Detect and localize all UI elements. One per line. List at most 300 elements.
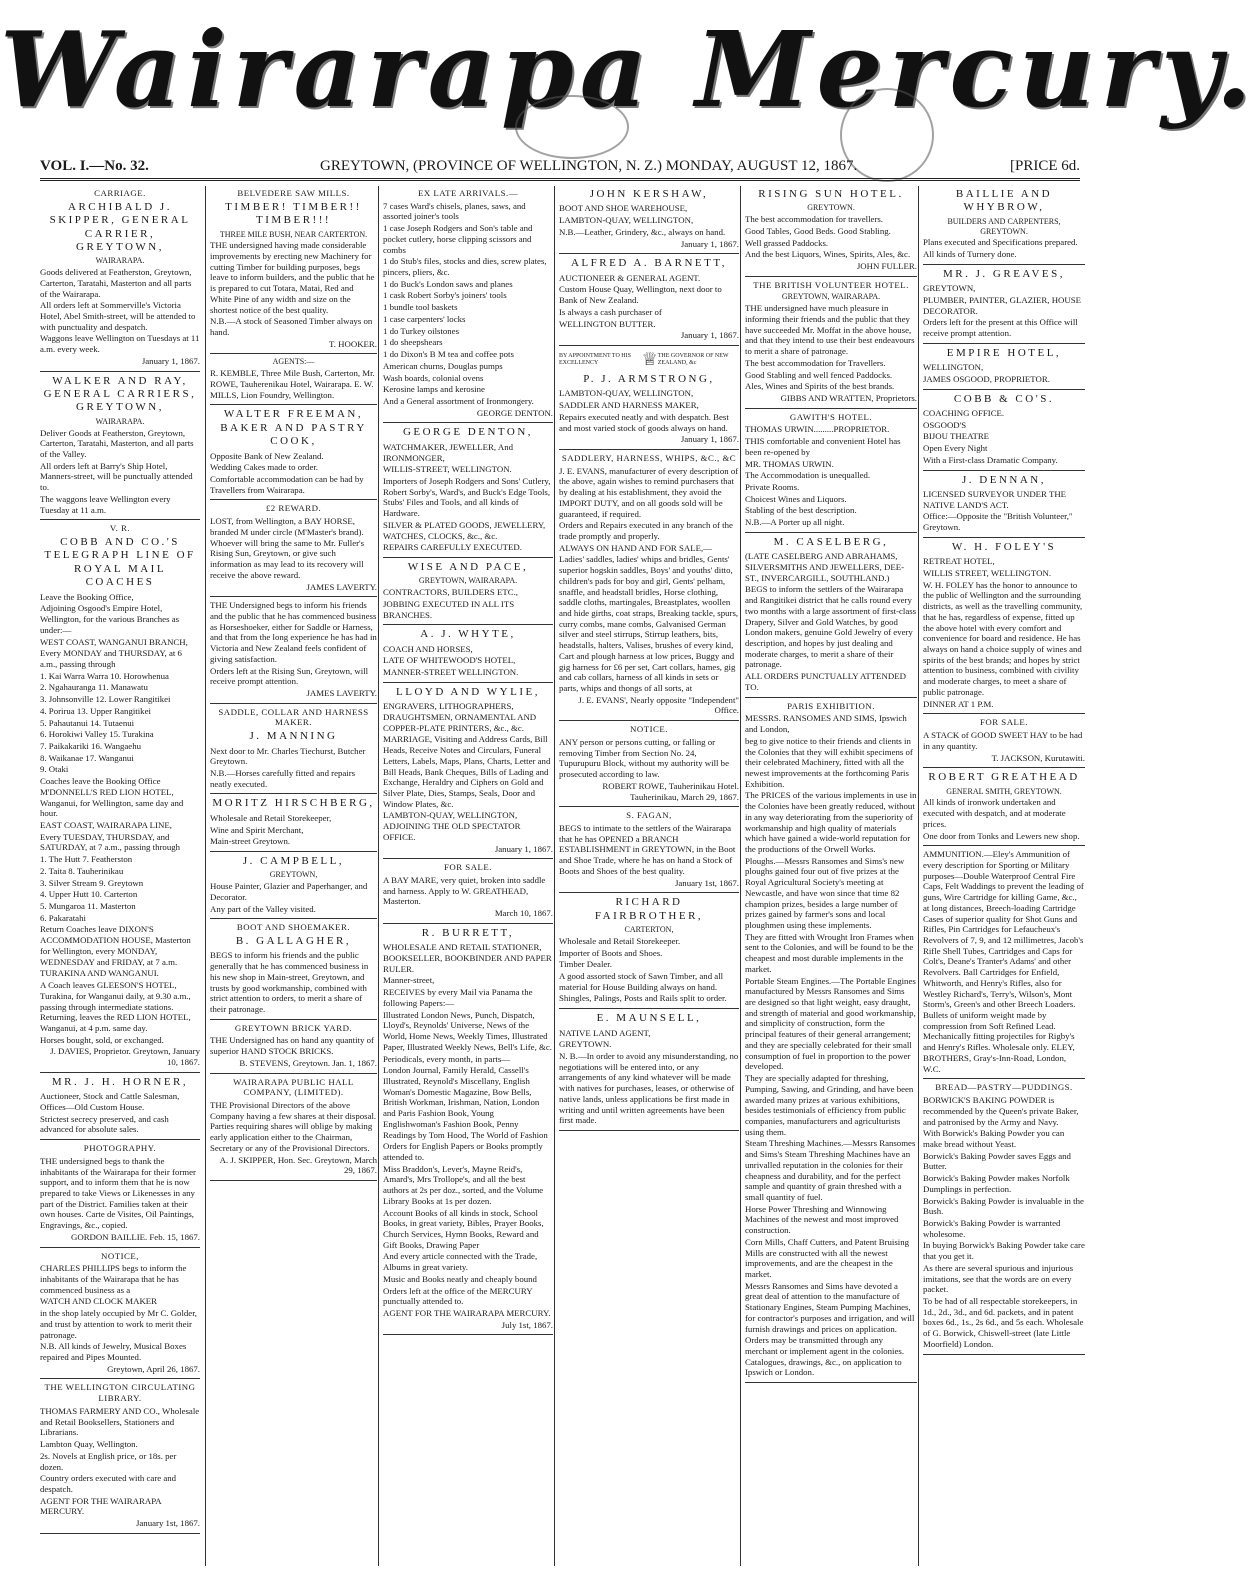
ad-paragraph: Wash boards, colonial ovens: [383, 372, 484, 383]
ad-paragraph: 5. Pahautanui 14. Tutaenui: [40, 717, 135, 728]
ad-paragraph: LAMBTON-QUAY, WELLINGTON,: [559, 388, 694, 399]
advertisement: [923, 393, 1085, 471]
ad-paragraph: WELLINGTON BUTTER.: [559, 318, 656, 329]
ad-paragraph: beg to give notice to their friends and clients in the Colonies that they will exhibit specimens of their celebrated Machinery, fitted with all the newest improvements at the forthcoming Paris Exhibition.: [745, 735, 913, 789]
royal-arms-icon: ♕: [641, 349, 658, 369]
ad-title: R. BURRETT,: [421, 926, 515, 939]
advertisement: [923, 347, 1085, 390]
ad-paragraph: 6. Horokiwi Valley 15. Turakina: [40, 729, 154, 740]
advertisement: [383, 628, 553, 683]
ad-paragraph: N.B.—A Porter up all night.: [745, 517, 845, 528]
ad-paragraph: Orders and Repairs executed in any branch of the trade promptly and properly.: [559, 520, 733, 541]
ad-paragraph: N. B.—In order to avoid any misunderstanding, no negotiations will be entered into, or any arrangements of any kind whatever will be made with natives for purchases, leases, or otherwise of native lands, unless applications be first made in writing and until written agreements have been first made.: [559, 1050, 739, 1126]
advertisement: [923, 268, 1085, 344]
ad-heading: BREAD—PASTRY—PUDDINGS.: [935, 1082, 1073, 1093]
ad-paragraph: Illustrated London News, Punch, Dispatch, Lloyd's, Reynolds' Universe, News of the World, Home News, Weekly Times, Illustrated Paper, Illustrated Weekly News, Bell's Life, &c.: [383, 1009, 552, 1052]
ad-heading: WAIRARAPA PUBLIC HALL COMPANY, (LIMITED).: [233, 1076, 354, 1098]
ad-heading: GAWITH'S HOTEL.: [789, 411, 873, 422]
ad-paragraph: WATCH AND CLOCK MAKER: [40, 1296, 158, 1307]
ad-paragraph: Office:—Opposite the "British Volunteer," Greytown.: [923, 511, 1073, 533]
ad-signature: GORDON BAILLIE. Feb. 15, 1867.: [70, 1231, 200, 1242]
ad-paragraph: And the best Liquors, Wines, Spirits, Ales, &c.: [745, 249, 911, 260]
ad-paragraph: Adjoining Osgood's Empire Hotel, Wellington, for the various Branches as under:—: [40, 603, 180, 635]
ad-paragraph: WILLIS-STREET, WELLINGTON.: [383, 464, 512, 475]
ad-paragraph: Deliver Goods at Featherston, Greytown, Carterton, Taratahi, Masterton, and all parts of the Valley.: [40, 427, 194, 459]
ad-paragraph: 1. The Hutt 7. Featherston: [40, 854, 133, 865]
ad-title: BAILLIE AND WHYBROW,: [955, 188, 1053, 214]
ad-paragraph: THE Provisional Directors of the above Company having a few shares at their disposal. Parties requiring shares will oblige by making early application either to the Chairman, Secretary or any of the Provisional Directors.: [210, 1100, 377, 1153]
dateline: [40, 156, 1080, 181]
ad-paragraph: 2s. Novels at English price, or 18s. per dozen.: [40, 1450, 177, 1472]
ad-paragraph: A STACK of GOOD SWEET HAY to be had in any quantity.: [923, 730, 1083, 751]
ad-signature: January 1st, 1867.: [674, 877, 739, 888]
ad-subtitle: THREE MILE BUSH, NEAR CARTERTON.: [219, 229, 368, 239]
price: [PRICE 6d.: [1009, 158, 1080, 174]
ad-paragraph: Comfortable accommodation can be had by Travellers from Wairarapa.: [210, 474, 364, 495]
ad-paragraph: Miss Braddon's, Lever's, Mayne Reid's, Amard's, Mrs Trollope's, and all the best authors at 2s per doz., sorted, and the Volume Library Books at 1s per dozen.: [383, 1163, 544, 1206]
ad-paragraph: AGENT FOR THE WAIRARAPA MERCURY.: [40, 1495, 162, 1517]
ad-paragraph: 1. Kai Warra Warra 10. Horowhenua: [40, 670, 169, 681]
ad-paragraph: PLUMBER, PAINTER, GLAZIER, HOUSE DECORATOR.: [923, 294, 1082, 316]
ad-title: J. MANNING: [249, 730, 338, 743]
ad-paragraph: A good assorted stock of Sawn Timber, and all material for House Building always on hand.: [559, 970, 724, 992]
ad-paragraph: 6. Pakaratahi: [40, 912, 86, 923]
advertisement: [40, 375, 200, 521]
ad-paragraph: Horse Power Threshing and Winnowing Machines of the newest and most improved construction.: [745, 1203, 899, 1236]
ad-paragraph: J. E. EVANS, manufacturer of every description of the above, again wishes to remind purchasers that by dealing at his establishment, they avoid the IMPORT DUTY, and on all goods sold will be guaranteed, if required.: [559, 465, 739, 519]
ad-paragraph: MANNER-STREET WELLINGTON.: [383, 667, 519, 678]
ad-paragraph: Good Tables, Good Beds. Good Stabling.: [745, 225, 891, 236]
ad-paragraph: NATIVE LAND AGENT,: [559, 1027, 651, 1038]
appointment-right: THE GOVERNOR OF NEW ZEALAND, &c: [657, 352, 729, 366]
ad-paragraph: AUCTIONEER & GENERAL AGENT.: [559, 272, 701, 283]
ad-subtitle: BUILDERS AND CARPENTERS, GREYTOWN.: [947, 216, 1061, 236]
advertisement: [559, 724, 739, 807]
ad-subtitle: GREYTOWN, WAIRARAPA.: [418, 576, 518, 586]
ad-title: ALFRED A. BARNETT,: [570, 257, 728, 270]
ad-paragraph: TURAKINA AND WANGANUI.: [40, 968, 159, 979]
ad-paragraph: N.B.—A stock of Seasoned Timber always on hand.: [210, 316, 373, 338]
ad-paragraph: American churns, Douglas pumps: [383, 360, 503, 371]
ad-heading: THE BRITISH VOLUNTEER HOTEL.: [753, 279, 909, 290]
advertisement: [210, 1023, 377, 1074]
ad-paragraph: LICENSED SURVEYOR UNDER THE NATIVE LAND'S ACT.: [923, 489, 1067, 510]
ad-paragraph: Manner-street,: [383, 975, 435, 986]
ad-paragraph: ALL ORDERS PUNCTUALLY ATTENDED TO.: [745, 671, 906, 692]
advertisement: [923, 188, 1085, 265]
advertisement: [923, 717, 1085, 768]
advertisement: [745, 280, 917, 409]
ad-paragraph: All kinds of Turnery done.: [923, 249, 1017, 260]
ad-signature: JOHN FULLER.: [856, 261, 917, 272]
ad-paragraph: Borwick's Baking Powder saves Eggs and Butter.: [923, 1150, 1071, 1172]
ad-heading: FOR SALE.: [979, 717, 1028, 728]
ad-paragraph: All orders left at Barry's Ship Hotel, Manners-street, will be punctually attended to.: [40, 460, 193, 493]
ad-paragraph: Ladies' saddles, ladies' whips and bridles, Gents' superior hogskin saddles, Boys' and youths' ditto, children's pads for boy and girl, Gents' pelham, snaffle, and headstall bridles, Horse clothing, saddle cloths, martingales, Breastplates, woollen and hide girths, coat straps, Breaking tackle, spurs, curry combs, mane combs, Galvanised German silver and steel stirrups, Stirrup leathers, bits, headstalls, halters, Valises, brushes of every kind, Cart and plough harness at low prices, Buggy and gig harness for £6 per set, Cart collars, hames, gig and cab collars, harness of all kinds in sets or parts, whips and thongs of all sorts, at: [559, 554, 739, 694]
ad-paragraph: RETREAT HOTEL,: [923, 556, 995, 567]
ad-title: GEORGE DENTON,: [402, 426, 534, 439]
ad-heading: SADDLE, COLLAR AND HARNESS MAKER.: [218, 706, 369, 728]
ad-paragraph: 1 do Dixon's B M tea and coffee pots: [383, 349, 514, 360]
ad-signature: January 1, 1867.: [680, 330, 739, 341]
ad-heading: GREYTOWN BRICK YARD.: [234, 1022, 353, 1033]
ad-heading: V. R.: [109, 523, 131, 534]
ad-paragraph: AGENT FOR THE WAIRARAPA MERCURY.: [383, 1308, 551, 1319]
ad-paragraph: Private Rooms.: [745, 482, 800, 492]
ad-paragraph: Horses bought, sold, or exchanged.: [40, 1034, 164, 1045]
ad-paragraph: 1 bundle tool baskets: [383, 302, 458, 313]
advertisement: [40, 1382, 200, 1533]
ad-subtitle: WAIRARAPA.: [95, 416, 145, 426]
ad-paragraph: Every TUESDAY, THURSDAY, and SATURDAY, at 7 a.m., passing through: [40, 831, 181, 853]
ad-subtitle: AGENTS:—: [272, 357, 315, 367]
advertisement: [923, 474, 1085, 538]
ad-paragraph: OSGOOD'S: [923, 419, 967, 430]
ad-paragraph: As there are several spurious and injurious imitations, see that the words are on every packet.: [923, 1262, 1073, 1295]
ad-paragraph: Every MONDAY and THURSDAY, at 6 a.m., passing through: [40, 648, 182, 669]
royal-arms-header: [559, 349, 739, 371]
ad-paragraph: BEGS to intimate to the settlers of the Wairarapa that he has OPENED a BRANCH ESTABLISHMENT in GREYTOWN, in the Boot and Shoe Trade, where he has on hand a Stock of Boots and Shoes of the best quality.: [559, 822, 736, 876]
ad-paragraph: House Painter, Glazier and Paperhanger, and Decorator.: [210, 881, 368, 902]
ad-signature: July 1st, 1867.: [501, 1319, 553, 1330]
ad-paragraph: Auctioneer, Stock and Cattle Salesman, Offices—Old Custom House.: [40, 1091, 180, 1112]
ad-title: J. DENNAN,: [962, 473, 1046, 486]
ad-paragraph: 5. Mungaroa 11. Masterton: [40, 901, 136, 912]
ad-paragraph: BEGS to inform the settlers of the Wairarapa and Rangitikei district that he calls round every two months with a large assortment of first-class Drapery, Silver and Gold Watches, by good London makers, genuine Gold Jewelry of every description, and hopes by just dealing and moderate charges, to merit a share of their patronage.: [745, 584, 917, 670]
ad-paragraph: Wedding Cakes made to order.: [210, 462, 319, 473]
ad-paragraph: Orders left for the present at this Office will receive prompt attention.: [923, 317, 1078, 339]
ad-paragraph: WATCHMAKER, JEWELLER, And IRONMONGER,: [383, 441, 513, 463]
column-1: [40, 186, 204, 1566]
ad-paragraph: Ales, Wines and Spirits of the best brands.: [745, 381, 895, 392]
ad-heading: £2 REWARD.: [265, 503, 322, 514]
advertisement: [210, 188, 377, 354]
ad-paragraph: Goods delivered at Featherston, Greytown, Carterton, Taratahi, Masterton and all parts of the Wairarapa.: [40, 267, 192, 299]
ad-paragraph: 4. Upper Hutt 10. Carterton: [40, 889, 138, 900]
ad-paragraph: LAMBTON-QUAY, WELLINGTON,: [559, 215, 694, 226]
ad-paragraph: They are specially adapted for threshing, Pumping, Sawing, and Grinding, and have been awarded many prizes at various exhibitions, besides testimonials of efficiency from public companies, manufacturers and agriculturists using them.: [745, 1073, 914, 1137]
ad-paragraph: Next door to Mr. Charles Tiechurst, Butcher Greytown.: [210, 745, 366, 767]
ad-paragraph: THE Undersigned begs to inform his friends and the public that he has commenced business as Horseshoeker, either for Saddle or Harness, and that from the long experience he has had in Victoria and New Zealand feels confident of giving satisfaction.: [210, 600, 377, 664]
ad-paragraph: MR. THOMAS URWIN.: [745, 458, 834, 469]
advertisement: [559, 257, 739, 346]
ad-paragraph: A Coach leaves GLEESON'S HOTEL, Turakina, for Wanganui daily, at 9.30 a.m., passing through intermediate stations. Returning, leaves the RED LION HOTEL, Wanganui, at 4 p.m. same day.: [40, 980, 191, 1033]
ad-paragraph: The Accommodation is unequalled.: [745, 470, 871, 481]
ad-heading: PHOTOGRAPHY.: [83, 1143, 157, 1154]
ad-paragraph: ALWAYS ON HAND AND FOR SALE,—: [559, 542, 712, 553]
ad-paragraph: GREYTOWN,: [923, 283, 976, 294]
ad-paragraph: 1 do Stub's files, stocks and dies, screw plates, pincers, pliers, &c.: [383, 256, 547, 278]
ad-heading: S. FAGAN,: [626, 810, 672, 821]
advertisement: [559, 349, 739, 450]
advertisement: [383, 862, 553, 924]
ad-paragraph: WILLIS STREET, WELLINGTON.: [923, 568, 1052, 578]
advertisement: [210, 357, 377, 405]
ad-paragraph: Strictest secrecy preserved, and cash advanced for absolute sales.: [40, 1113, 169, 1135]
ad-heading: FOR SALE.: [443, 862, 492, 873]
advertisement: [559, 188, 739, 254]
ad-paragraph: N.B. All kinds of Jewelry, Musical Boxes repaired and Pipes Mounted.: [40, 1341, 187, 1363]
ad-paragraph: And every article connected with the Trade, Albums in great variety.: [383, 1251, 538, 1273]
ad-paragraph: 1 do sheepshears: [383, 337, 443, 348]
ad-subtitle: GREYTOWN.: [807, 203, 855, 213]
ad-signature: January 1, 1867.: [141, 355, 200, 366]
ad-paragraph: Any part of the Valley visited.: [210, 903, 316, 914]
ad-paragraph: Orders left at the Rising Sun, Greytown, will receive prompt attention.: [210, 665, 369, 687]
ad-subtitle: GENERAL SMITH, GREYTOWN.: [946, 786, 1062, 796]
ad-title: TIMBER! TIMBER!! TIMBER!!!: [225, 200, 362, 227]
ad-signature: JAMES LAVERTY.: [306, 581, 377, 592]
ad-paragraph: Steam Threshing Machines.—Messrs Ransomes and Sims's Steam Threshing Machines have an unrivalled reputation in the colonies for their cheapness and durability, and for the perfect sample and quantity of grain threshed with a small quantity of fuel.: [745, 1138, 916, 1202]
ad-signature: J. E. EVANS', Nearly opposite "Independent" Office.: [578, 694, 739, 716]
ad-paragraph: Return Coaches leave DIXON'S ACCOMMODATION HOUSE, Masterton for Wellington, every MONDAY, WEDNESDAY and FRIDAY, at 7 a.m.: [40, 924, 191, 967]
advertisement: [383, 927, 553, 1336]
ad-paragraph: 3. Silver Stream 9. Greytown: [40, 877, 144, 888]
ad-title: JOHN KERSHAW,: [589, 188, 709, 200]
ad-paragraph: In buying Borwick's Baking Powder take care that you get it.: [923, 1240, 1085, 1262]
ad-heading: CARRIAGE.: [94, 188, 146, 198]
ad-paragraph: The PRICES of the various implements in use in the Colonies have been greatly reduced, without in any way deteriorating from the superiority of workmanship and high quality of materials which have gained a wide-world reputation for the productions of the Orwell Works.: [745, 790, 917, 854]
masthead: [0, 0, 1258, 150]
ad-paragraph: THE Undersigned has on hand any quantity of superior HAND STOCK BRICKS.: [210, 1035, 374, 1057]
ad-signature: GEORGE DENTON.: [476, 407, 553, 418]
ad-paragraph: CHARLES PHILLIPS begs to inform the inhabitants of the Wairarapa that he has commenced business as a: [40, 1263, 187, 1295]
ad-paragraph: 7 cases Ward's chisels, planes, saws, and assorted joiner's tools: [383, 200, 526, 222]
ad-paragraph: Main-street Greytown.: [210, 836, 291, 847]
column-2: [205, 186, 381, 1566]
ad-title: COBB & CO'S.: [953, 392, 1055, 405]
advertisement: [40, 523, 200, 1073]
ad-paragraph: ENGRAVERS, LITHOGRAPHERS, DRAUGHTSMEN, ORNAMENTAL AND COPPER-PLATE PRINTERS, &c., &c.: [383, 701, 537, 733]
ad-title: RISING SUN HOTEL.: [758, 188, 904, 200]
advertisement: [383, 686, 553, 859]
ad-paragraph: REPAIRS CAREFULLY EXECUTED.: [383, 542, 522, 553]
ad-title: MORITZ HIRSCHBERG,: [212, 797, 375, 810]
ad-title: WALTER FREEMAN, BAKER AND PASTRY COOK,: [220, 408, 367, 448]
ad-paragraph: N.B.—Horses carefully fitted and repairs neatly executed.: [210, 767, 356, 789]
ad-paragraph: WEST COAST, WANGANUI BRANCH,: [40, 636, 188, 647]
ad-paragraph: Borwick's Baking Powder makes Norfolk Dumplings in perfection.: [923, 1173, 1070, 1194]
ad-paragraph: WHOLESALE AND RETAIL STATIONER, BOOKSELLER, BOOKBINDER AND PAPER RULER.: [383, 942, 552, 974]
ad-subtitle: GREYTOWN,: [269, 870, 318, 880]
ad-paragraph: Good Stabling and well fenced Paddocks.: [745, 369, 893, 380]
ad-paragraph: Kerosine lamps and kerosine: [383, 384, 485, 395]
ad-paragraph: WELLINGTON,: [923, 362, 984, 373]
advertisement: [40, 1076, 200, 1140]
column-6: [918, 186, 1085, 1566]
ad-paragraph: THOMAS URWIN.........PROPRIETOR.: [745, 424, 890, 435]
ad-paragraph: Corn Mills, Chaff Cutters, and Patent Bruising Mills are constructed with all the newest improvements, and are the cheapest in the market.: [745, 1236, 910, 1279]
ad-signature: T. JACKSON, Kurutawiti.: [991, 752, 1085, 763]
ad-paragraph: RECEIVES by every Mail via Panama the following Papers:—: [383, 987, 533, 1008]
ad-paragraph: SADDLER AND HARNESS MAKER,: [559, 400, 699, 411]
ad-paragraph: ANY person or persons cutting, or falling or removing Timber from Section No. 24, Tupurupuru Block, without my authority will be prosecuted according to law.: [559, 736, 729, 780]
ad-paragraph: EAST COAST, WAIRARAPA LINE,: [40, 820, 172, 830]
ad-title: ROBERT GREATHEAD: [928, 771, 1080, 784]
advertisement: [210, 855, 377, 919]
advertisement: [559, 1012, 739, 1131]
ad-title: LLOYD AND WYLIE,: [396, 685, 540, 698]
ad-title: MR. J. GREAVES,: [943, 267, 1065, 280]
advertisement: [210, 1077, 377, 1181]
ad-paragraph: To be had of all respectable storekeepers, in 1d., 2d., 3d., and 6d. packets, and in patent boxes 6d., 1s., 2s 6d., and 5s each. Wholesale of G. Borwick, Chiswell-street (late Little Moorfield) London.: [923, 1296, 1084, 1349]
ad-paragraph: Timber Dealer.: [559, 959, 612, 970]
ad-paragraph: And a General assortment of Ironmongery.: [383, 395, 534, 406]
column-4: [554, 186, 743, 1566]
ad-paragraph: THE undersigned having made considerable improvements by erecting new Machinery for cutting Timber for building purposes, begs leave to inform builders, and the public that he is prepared to cut Totara, Matai, Red and White Pine of any width and size on the shortest notice of the best quality.: [210, 240, 375, 315]
ad-title: COBB AND CO.'S TELEGRAPH LINE OF ROYAL MAIL COACHES: [44, 536, 196, 589]
ad-paragraph: Shingles, Palings, Posts and Rails split to order.: [559, 993, 727, 1004]
ad-paragraph: 7. Paikakariki 16. Wangaehu: [40, 740, 142, 751]
ad-paragraph: Orders may be transmitted through any merchant or implement agent in the colonies. Catalogues, drawings, &c., on application to Ipswich or London.: [745, 1335, 905, 1378]
ad-signature: JAMES LAVERTY.: [306, 687, 377, 698]
ad-signature: January 1, 1867.: [680, 434, 739, 445]
ad-paragraph: COACH AND HORSES,: [383, 643, 473, 654]
ad-paragraph: LAMBTON-QUAY, WELLINGTON, ADJOINING THE OLD SPECTATOR OFFICE.: [383, 810, 521, 842]
advertisement: [745, 412, 917, 533]
ad-paragraph: With Borwick's Baking Powder you can make bread without Yeast.: [923, 1128, 1065, 1149]
column-5: [740, 186, 921, 1566]
ad-heading: PARIS EXHIBITION.: [787, 700, 875, 711]
ad-paragraph: Portable Steam Engines.—The Portable Engines manufactured by Messrs Ransomes and Sims are designed so that light weight, easy draught, and strength of material and good workmanship, and simplicity of construction, form the principal features of their general arrangement; and they are specially celebrated for their small consumption of fuel in proportion to the power developed.: [745, 975, 916, 1072]
ad-paragraph: The waggons leave Wellington every Tuesday at 11 a.m.: [40, 493, 171, 515]
ad-paragraph: The best accommodation for Travellers.: [745, 357, 886, 368]
ad-paragraph: Wholesale and Retail Storekeeper.: [559, 935, 681, 946]
ad-heading: THE WELLINGTON CIRCULATING LIBRARY.: [44, 1382, 196, 1404]
ad-paragraph: All orders left at Sommerville's Victoria Hotel, Abel Smith-street, will be attended to with punctuality and despatch.: [40, 300, 196, 332]
ad-signature: GIBBS AND WRATTEN, Proprietors.: [780, 392, 917, 403]
ad-title: WALKER AND RAY, GENERAL CARRIERS, GREYTOWN,: [43, 374, 197, 414]
advertisement: [210, 600, 377, 703]
ad-paragraph: LOST, from Wellington, a BAY HORSE, branded M under circle (M'Master's brand). Whoever will bring the same to Mr. Fuller's Rising Sun, Greytown, or give such information as may lead to its recovery will receive the above reward.: [210, 516, 365, 580]
ad-subtitle: CARTERTON,: [624, 925, 674, 935]
ad-paragraph: Orders left at the office of the MERCURY punctually attended to.: [383, 1285, 533, 1307]
ad-paragraph: THIS comfortable and convenient Hotel has been re-opened by: [745, 436, 901, 457]
ad-title: M. CASELBERG,: [773, 535, 889, 548]
ad-paragraph: All kinds of ironwork undertaken and executed with despatch, and at moderate prices.: [923, 797, 1066, 829]
ad-heading: EX LATE ARRIVALS.—: [418, 188, 518, 198]
ad-paragraph: Importer of Boots and Shoes.: [559, 947, 663, 958]
ad-paragraph: 1 case Joseph Rodgers and Son's table and pocket cutlery, horse clipping scissors and combs: [383, 223, 533, 255]
ad-paragraph: 1 case carpenters' locks: [383, 313, 466, 324]
advertisement: [923, 771, 1085, 846]
advertisement: [559, 453, 739, 721]
ad-paragraph: Waggons leave Wellington on Tuesdays at 11 a.m. every week.: [40, 333, 200, 355]
advertisement: [745, 536, 917, 698]
ad-paragraph: Country orders executed with care and despatch.: [40, 1473, 177, 1494]
library-stamp-left: [515, 95, 629, 159]
ad-paragraph: Opposite Bank of New Zealand.: [210, 450, 324, 461]
ad-paragraph: CONTRACTORS, BUILDERS ETC.,: [383, 587, 518, 598]
ad-paragraph: R. KEMBLE, Three Mile Bush, Carterton, Mr. ROWE, Tauherenikau Hotel, Wairarapa. E. W. MILLS, Lion Foundry, Wellington.: [210, 368, 375, 400]
ad-paragraph: Well grassed Paddocks.: [745, 237, 829, 248]
advertisement: [745, 188, 917, 277]
ad-signature: Greytown, April 26, 1867.: [107, 1363, 200, 1374]
ad-paragraph: DINNER AT 1 P.M.: [923, 698, 994, 709]
ad-subtitle: GREYTOWN, WAIRARAPA.: [781, 292, 881, 302]
ad-paragraph: BIJOU THEATRE: [923, 431, 990, 442]
ad-paragraph: Choicest Wines and Liquors.: [745, 493, 847, 504]
ad-paragraph: 1 do Turkey oilstones: [383, 325, 460, 336]
advertisement: [210, 503, 377, 597]
ad-paragraph: Periodicals, every month, in parts—: [383, 1053, 511, 1064]
advertisement: [559, 810, 739, 893]
ad-paragraph: Orders for English Papers or Books promptly attended to.: [383, 1141, 543, 1162]
ad-subtitle: WAIRARAPA.: [95, 256, 145, 266]
advertisement: [923, 541, 1085, 714]
ad-title: A. J. WHYTE,: [420, 628, 516, 641]
ad-signature: ROBERT ROWE, Tauherinikau Hotel. Tauherinikau, March 29, 1867.: [602, 780, 739, 802]
ad-paragraph: The best accommodation for travellers.: [745, 214, 884, 225]
advertisement: [383, 426, 553, 558]
column-3: [378, 186, 557, 1566]
ad-paragraph: London Journal, Family Herald, Cassell's Illustrated, Reynold's Miscellany, English Woman's Domestic Magazine, Bow Bells, British Workman, Irishman, Nation, London and Paris Fashion Book, Young Englishwoman's Fashion Book, Penny Readings by Tom Hood, The World of Fashion: [383, 1065, 548, 1140]
ad-paragraph: Lambton Quay, Wellington.: [40, 1439, 138, 1450]
ad-paragraph: LATE OF WHITEWOOD'S HOTEL,: [383, 655, 516, 666]
ad-paragraph: Custom House Quay, Wellington, next door to Bank of New Zealand.: [559, 284, 722, 306]
ad-paragraph: JOBBING EXECUTED IN ALL ITS BRANCHES.: [383, 598, 515, 620]
ad-paragraph: THE undersigned have much pleasure in informing their friends and the public that they have succeeded Mr. Moffat in the above house, and that they intend to use their best endeavours to merit a share of patronage.: [745, 303, 915, 357]
ad-title: EMPIRE HOTEL,: [946, 346, 1062, 359]
ad-paragraph: MESSRS. RANSOMES AND SIMS, Ipswich and London,: [745, 713, 907, 735]
ad-paragraph: W. H. FOLEY has the honor to announce to the public of Wellington and the surrounding districts, as well as the travelling community, that he has, regardless of expense, fitted up the above hotel with every comfort and convenience for board and residence. He has always on hand a choice supply of wines and spirits of the best brands; and hopes by strict attention to business, combined with civility and moderate charges, to meet a share of public patronage.: [923, 579, 1083, 697]
advertisement: [40, 1143, 200, 1247]
ad-heading: NOTICE,: [101, 1250, 139, 1261]
ad-paragraph: Ploughs.—Messrs Ransomes and Sims's new ploughs gained four out of five prizes at the Royal Agricultural Society's meeting at Newcastle, and have won since that time 82 champion prizes, besides a large number of prizes gained by farmer's sons and local ploughmen using these implements.: [745, 855, 905, 930]
place-and-date: GREYTOWN, (PROVINCE OF WELLINGTON, N. Z.) MONDAY, AUGUST 12, 1867.: [320, 158, 858, 174]
advertisement: [559, 896, 739, 1009]
ad-paragraph: Wine and Spirit Merchant,: [210, 824, 304, 835]
ad-signature: March 10, 1867.: [494, 908, 553, 919]
ad-paragraph: (LATE CASELBERG AND ABRAHAMS, SILVERSMITHS AND JEWELLERS, DEE-ST., INVERCARGILL, SOUTHLAND.): [745, 551, 904, 583]
ad-paragraph: Leave the Booking Office,: [40, 591, 134, 602]
advertisement: [923, 1082, 1085, 1354]
ad-paragraph: THOMAS FARMERY AND CO., Wholesale and Retail Booksellers, Stationers and Librarians.: [40, 1405, 200, 1438]
ad-paragraph: Importers of Joseph Rodgers and Sons' Cutlery, Robert Sorby's, Ward's, and Buck's Edge Tools, Stubs' Files and Tools, and all kinds of Hardware.: [383, 475, 551, 519]
ad-paragraph: in the shop lately occupied by Mr C. Golder, and trust by attention to work to merit their patronage.: [40, 1308, 197, 1340]
ad-paragraph: Wholesale and Retail Storekeeper,: [210, 812, 332, 823]
ad-paragraph: 1 do Buck's London saws and planes: [383, 278, 513, 289]
advertisement: [210, 922, 377, 1019]
ad-title: E. MAUNSELL,: [596, 1012, 702, 1025]
ad-paragraph: Borwick's Baking Powder is invaluable in the Bush.: [923, 1195, 1084, 1217]
ad-title: RICHARD FAIRBROTHER,: [594, 896, 704, 922]
ad-title: ARCHIBALD J. SKIPPER, GENERAL CARRIER, GREYTOWN,: [49, 200, 191, 253]
ad-signature: January 1, 1867.: [680, 238, 739, 249]
ad-paragraph: 4. Porirua 13. Upper Rangitikei: [40, 705, 151, 716]
ad-paragraph: 3. Johnsonville 12. Lower Rangitikei: [40, 694, 171, 705]
ad-signature: T. HOOKER.: [329, 338, 377, 349]
ad-paragraph: 1 cask Robert Sorby's joiners' tools: [383, 290, 507, 301]
ad-paragraph: Account Books of all kinds in stock, School Books, in great variety, Bibles, Prayer Books, Church Services, Hymn Books, Reward and Gift Books, Drawing Paper: [383, 1207, 544, 1250]
ad-paragraph: Messrs Ransomes and Sims have devoted a great deal of attention to the manufacture of Stationary Engines, Steam Pumping Machines, for contractor's purposes and irrigation, and will furnish drawings and prices on application.: [745, 1280, 915, 1334]
ad-paragraph: AMMUNITION.—Eley's Ammunition of every description for Sporting or Military purposes—Double Waterproof Central Fire Caps, Felt Waddings to prevent the leading of guns, Wire Cartridge for killing Game, &c., at long distances, Breech-loading Cartridge Cases of superior quality for Shot Guns and Rifles, Pin Cartridges for Lefaucheux's Revolvers of 7, 9, and 12 millimetres, Jacob's Rifle Shell Tubes, Cartridges and Caps for Colt's, Deane's Tranter's Adams' and other Revolvers. Ball Cartridges for Enfield, Whitworth, and Henry's Rifles, also for Westley Richard's, Terry's, Wilson's, Mont Storm's, Green's and other Breech Loaders. Bullets of uniform weight made by compression from Soft Refined Lead. Mechanically fitting projectiles for Rigby's and Henry's Rifles. Wholesale only. ELEY, BROTHERS, Gray's-Inn-Road, London, W.C.: [923, 849, 1084, 1074]
newspaper-title: Wairarapa Mercury.: [0, 8, 1258, 131]
ad-paragraph: They are fitted with Wrought Iron Frames when sent to the Colonies, and will be found to be the cheapest and most durable implements in the market.: [745, 931, 914, 974]
ad-signature: January 1, 1867.: [494, 843, 553, 854]
ad-paragraph: BEGS to inform his friends and the public generally that he has commenced business in his new shop in Main-street, Greytown, and trusts by good workmanship, combined with strict attention to orders, to merit a share of their patronage.: [210, 950, 369, 1014]
advertisement: [210, 408, 377, 500]
advertisement: [40, 188, 200, 372]
ad-signature: B. STEVENS, Greytown. Jan. 1, 1867.: [239, 1057, 377, 1068]
ad-paragraph: 2. Ngahauranga 11. Manawatu: [40, 682, 148, 693]
ad-paragraph: Coaches leave the Booking Office M'DONNELL'S RED LION HOTEL, Wanganui, for Wellington, same day and hour.: [40, 776, 184, 819]
ad-paragraph: N.B.—Leather, Grindery, &c., always on hand.: [559, 226, 726, 237]
ad-paragraph: BOOT AND SHOE WAREHOUSE,: [559, 203, 688, 214]
ad-signature: January 1st, 1867.: [135, 1518, 200, 1529]
advertisement: [745, 701, 917, 1384]
ad-paragraph: 2. Taita 8. Tauherinikau: [40, 865, 124, 876]
